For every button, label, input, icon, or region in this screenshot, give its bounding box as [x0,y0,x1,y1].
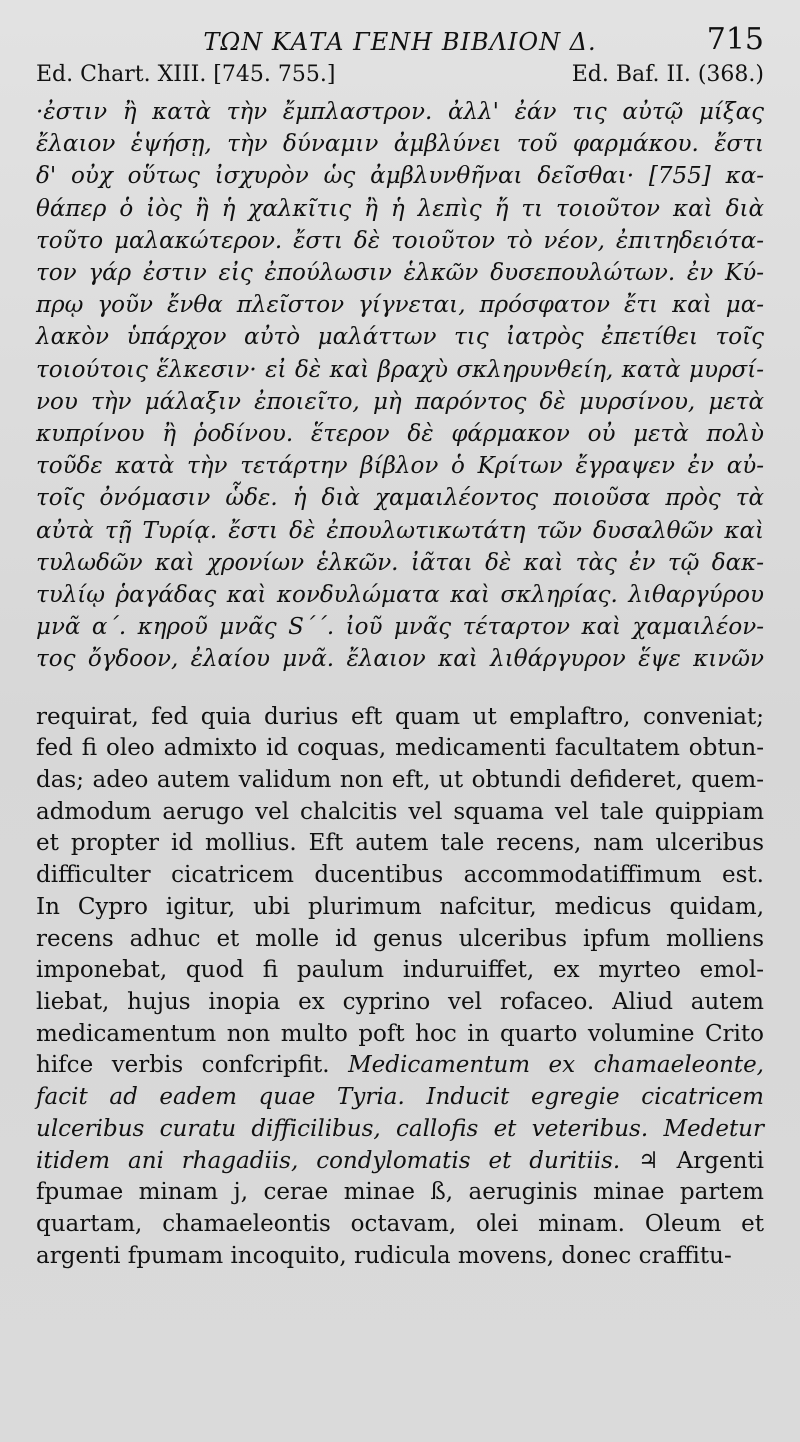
latin-italic-text: ulceribus curatu difficilibus, callofis et veteribus. Medetur [36,1115,764,1142]
page-number: 715 [706,22,764,57]
latin-line: et propter id mollius. Eft autem tale recens, nam ulceribus [36,830,764,857]
latin-line: difficulter cicatricem ducentibus accommodatiffimum est. [36,862,764,889]
greek-line: νου τὴν μάλαξιν ἐποιεῖτο, μὴ παρόντος δὲ μυρσίνου, μετὰ [36,388,764,415]
latin-line: medicamentum non multo poft hoc in quarto volumine Crito [36,1020,764,1047]
running-title: ΤΩΝ ΚΑΤΑ ΓΕΝΗ ΒΙΒΛΙΟΝ Δ. [203,28,597,56]
latin-line: admodum aerugo vel chalcitis vel squama vel tale quippiam [36,798,764,825]
greek-line: λακὸν ὑπάρχον αὐτὸ μαλάττων τις ἰατρὸς ἐπετίθει τοῖς [36,324,764,351]
greek-line: τυλωδῶν καὶ χρονίων ἑλκῶν. ἰᾶται δὲ καὶ τὰς ἐν τῷ δακ- [36,549,764,576]
greek-line: ἔλαιον ἑψήσῃ, τὴν δύναμιν ἀμβλύνει τοῦ φαρμάκου. ἔστι [36,131,764,158]
latin-italic-text: itidem ani rhagadiis, condylomatis et duritiis. [36,1147,621,1174]
latin-line-italic [36,1082,764,1114]
greek-line: αὐτὰ τῇ Τυρίᾳ. ἔστι δὲ ἐπουλωτικωτάτη τῶν δυσαλθῶν καὶ [36,517,764,544]
column-gap [36,676,764,702]
running-head [36,22,764,62]
latin-text-block [36,702,764,1273]
greek-line: τοῖς ὀνόμασιν ὧδε. ἡ διὰ χαμαιλέοντος ποιοῦσα πρὸς τὰ [36,485,764,512]
edition-chart-ref: Ed. Chart. XIII. [745. 755.] [36,62,336,87]
greek-line: μνᾶ α΄. κηροῦ μνᾶς S΄΄. ἰοῦ μνᾶς τέταρτον καὶ χαμαιλέον- [36,614,764,641]
latin-roman-text: hifce verbis confcripfit. [36,1052,330,1079]
latin-line: fed fi oleo admixto id coquas, medicamenti facultatem obtun- [36,735,764,762]
latin-line: argenti fpumam incoquito, rudicula movens, donec craffitu- [36,1242,732,1269]
latin-line: In Cypro igitur, ubi plurimum nafcitur, medicus quidam, [36,893,764,920]
latin-line: recens adhuc et molle id genus ulceribus ipfum molliens [36,925,764,952]
latin-line-mixed [36,1050,764,1082]
edition-line [36,62,764,96]
greek-line: πρῳ γοῦν ἔνθα πλεῖστον γίγνεται, πρόσφατον ἔτι καὶ μα- [36,292,764,319]
latin-italic-text: facit ad eadem quae Tyria. Inducit egregie cicatricem [36,1084,764,1111]
latin-line: imponebat, quod fi paulum induruiffet, ex myrteo emol- [36,957,764,984]
greek-line: τοιούτοις ἕλκεσιν· εἰ δὲ καὶ βραχὺ σκληρυνθείη, κατὰ μυρσί- [36,356,764,383]
greek-line: τυλίῳ ῥαγάδας καὶ κονδυλώματα καὶ σκληρίας. λιθαργύρου [36,582,764,609]
greek-line: ·ἐστιν ἢ κατὰ τὴν ἔμπλαστρον. ἀλλ' ἐάν τις αὐτῷ μίξας [36,99,764,125]
latin-line: requirat, fed quia durius eft quam ut emplaftro, conveniat; [36,703,764,730]
greek-line: θάπερ ὁ ἰὸς ἢ ἡ χαλκῖτις ἢ ἡ λεπὶς ἤ τι τοιοῦτον καὶ διὰ [36,195,764,222]
latin-italic-text: Medicamentum ex chamaeleonte, [348,1052,764,1079]
edition-basel-ref: Ed. Baf. II. (368.) [571,62,764,87]
latin-line-mixed [36,1146,764,1178]
greek-text-block [36,96,764,676]
greek-line: τον γάρ ἐστιν εἰς ἐπούλωσιν ἑλκῶν δυσεπουλώτων. ἐν Κύ- [36,260,764,287]
greek-line: τος ὄγδοον, ἐλαίου μνᾶ. ἔλαιον καὶ λιθάργυρον ἕψε κινῶν [36,646,764,673]
greek-line: κυπρίνου ἢ ῥοδίνου. ἕτερον δὲ φάρμακον οὐ μετὰ πολὺ [36,421,764,448]
latin-line: liebat, hujus inopia ex cyprino vel rofaceo. Aliud autem [36,988,764,1015]
latin-line: quartam, chamaeleontis octavam, olei minam. Oleum et [36,1210,764,1237]
latin-line-italic [36,1114,764,1146]
latin-line: fpumae minam j, cerae minae ß, aeruginis minae partem [36,1179,764,1206]
greek-line: δ' οὐχ οὕτως ἰσχυρὸν ὡς ἀμβλυνθῆναι δεῖσθαι· [755] κα- [36,163,764,190]
greek-line: τοῦδε κατὰ τὴν τετάρτην βίβλον ὁ Κρίτων ἔγραψεν ἐν αὐ- [36,453,764,480]
latin-roman-text: ♃ Argenti [638,1147,764,1174]
latin-line: das; adeo autem validum non eft, ut obtundi defideret, quem- [36,767,764,794]
greek-line: τοῦτο μαλακώτερον. ἔστι δὲ τοιοῦτον τὸ νέον, ἐπιτηδειότα- [36,227,764,254]
